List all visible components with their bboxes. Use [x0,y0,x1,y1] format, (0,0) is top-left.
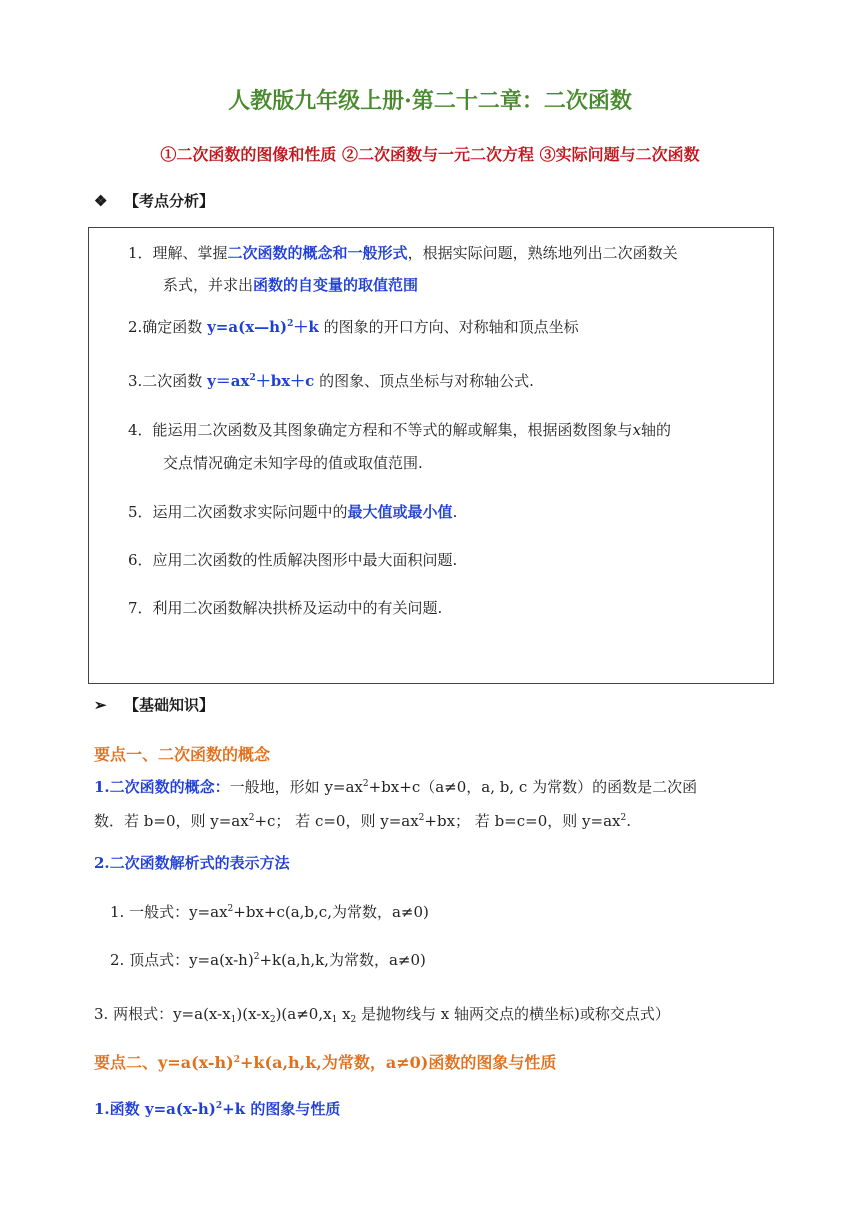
item-text: 3.二次函数 [128,372,208,390]
def-text: 数．若 b=0，则 y=ax [94,812,249,830]
section-basics-heading [94,694,214,715]
superscript: 2 [620,813,627,823]
form-two-roots [94,1003,670,1024]
item-text: 系式，并求出 [163,276,254,294]
item-text: 1．理解、掌握 [128,244,228,262]
superscript: 2 [248,813,255,823]
item-formula: ＋k [293,318,319,336]
form-vertex [110,949,426,970]
page-subtitle: ①二次函数的图像和性质 ②二次函数与一元二次方程 ③实际问题与二次函数 [160,145,700,164]
analysis-item-4-cont: 交点情况确定未知字母的值或取值范围. [163,454,423,472]
section-analysis-heading [94,190,214,211]
item-highlight: 函数的自变量的取值范围 [253,276,419,294]
heading-text: +k(a,h,k,为常数，a≠0)函数的图象与性质 [240,1053,557,1072]
def-text: . [626,812,631,830]
item-text: 2.确定函数 [128,318,208,336]
superscript: 2 [233,1055,241,1065]
heading-text: +k 的图象与性质 [222,1100,341,1118]
form-text: )(a≠0,x [275,1005,332,1023]
form-text: +bx+c(a,b,c,为常数，a≠0) [233,903,429,921]
form-text: x [337,1005,351,1023]
superscript: 2 [215,1101,223,1111]
superscript: 2 [227,904,234,914]
superscript: 2 [418,813,425,823]
item-text: 的图象、顶点坐标与对称轴公式. [314,372,534,390]
form-text: 是抛物线与 x 轴两交点的横坐标)或称交点式） [356,1005,670,1023]
analysis-item-1 [128,242,678,263]
arrow-bullet-icon: ➢ [94,696,107,714]
diamond-bullet-icon: ❖ [94,192,108,210]
item-text: ，根据实际问题，熟练地列出二次函数关 [407,244,678,262]
def-text: +bx+c（a≠0，a, b, c 为常数）的函数是二次函 [368,778,698,796]
definition-line-2 [94,810,631,831]
analysis-item-2 [128,316,579,337]
heading-text: 1.函数 y=a(x-h) [94,1100,216,1118]
form-text: )(x-x [236,1005,270,1023]
item-formula: y＝ax [207,372,250,390]
subscript: 2 [350,1015,357,1025]
def-text: +bx； 若 b=c=0，则 y=ax [424,812,621,830]
item-text: 轴的 [641,421,672,439]
form-text: 2. 顶点式：y=a(x-h) [110,951,254,969]
page-title: 人教版九年级上册·第二十二章：二次函数 [228,88,632,114]
point-one-heading: 要点一、二次函数的概念 [94,745,271,764]
superscript: 2 [362,779,369,789]
definition-label: 1.二次函数的概念： [94,778,230,796]
heading-text: 要点二、y=a(x-h) [94,1053,234,1072]
item-formula: ＋bx＋c [255,372,315,390]
form-text: 1. 一般式：y=ax [110,903,228,921]
analysis-item-7: 7．利用二次函数解决拱桥及运动中的有关问题. [128,599,443,617]
item-highlight: 二次函数的概念和一般形式 [227,244,408,262]
item-text: 的图象的开口方向、对称轴和顶点坐标 [318,318,579,336]
superscript: 2 [287,319,294,329]
analysis-item-4 [128,419,671,440]
subscript: 2 [269,1015,276,1025]
form-general [110,901,429,922]
analysis-heading-text: 【考点分析】 [124,192,215,210]
item-text: 5．运用二次函数求实际问题中的 [128,503,348,521]
form-text: 3. 两根式：y=a(x-x [94,1005,231,1023]
def-text: +c； 若 c=0，则 y=ax [254,812,419,830]
analysis-item-5 [128,501,457,522]
analysis-item-3 [128,370,534,391]
superscript: 2 [249,373,256,383]
basics-heading-text: 【基础知识】 [124,696,215,714]
item-variable: x [632,421,642,439]
item-formula: y=a(x—h) [207,318,288,336]
analysis-item-1-cont [163,274,418,295]
item-text: 4．能运用二次函数及其图象确定方程和不等式的解或解集，根据函数图象与 [128,421,633,439]
subsection-heading [94,1098,340,1119]
definition-line-1 [94,776,697,797]
def-text: 一般地，形如 y=ax [229,778,363,796]
subscript: 1 [230,1015,237,1025]
subscript: 1 [331,1015,338,1025]
item-text: . [452,503,458,521]
form-text: +k(a,h,k,为常数，a≠0) [259,951,426,969]
superscript: 2 [253,952,260,962]
point-two-heading [94,1050,556,1073]
forms-heading: 2.二次函数解析式的表示方法 [94,854,290,872]
item-highlight: 最大值或最小值 [347,503,453,521]
analysis-item-6: 6．应用二次函数的性质解决图形中最大面积问题. [128,551,458,569]
